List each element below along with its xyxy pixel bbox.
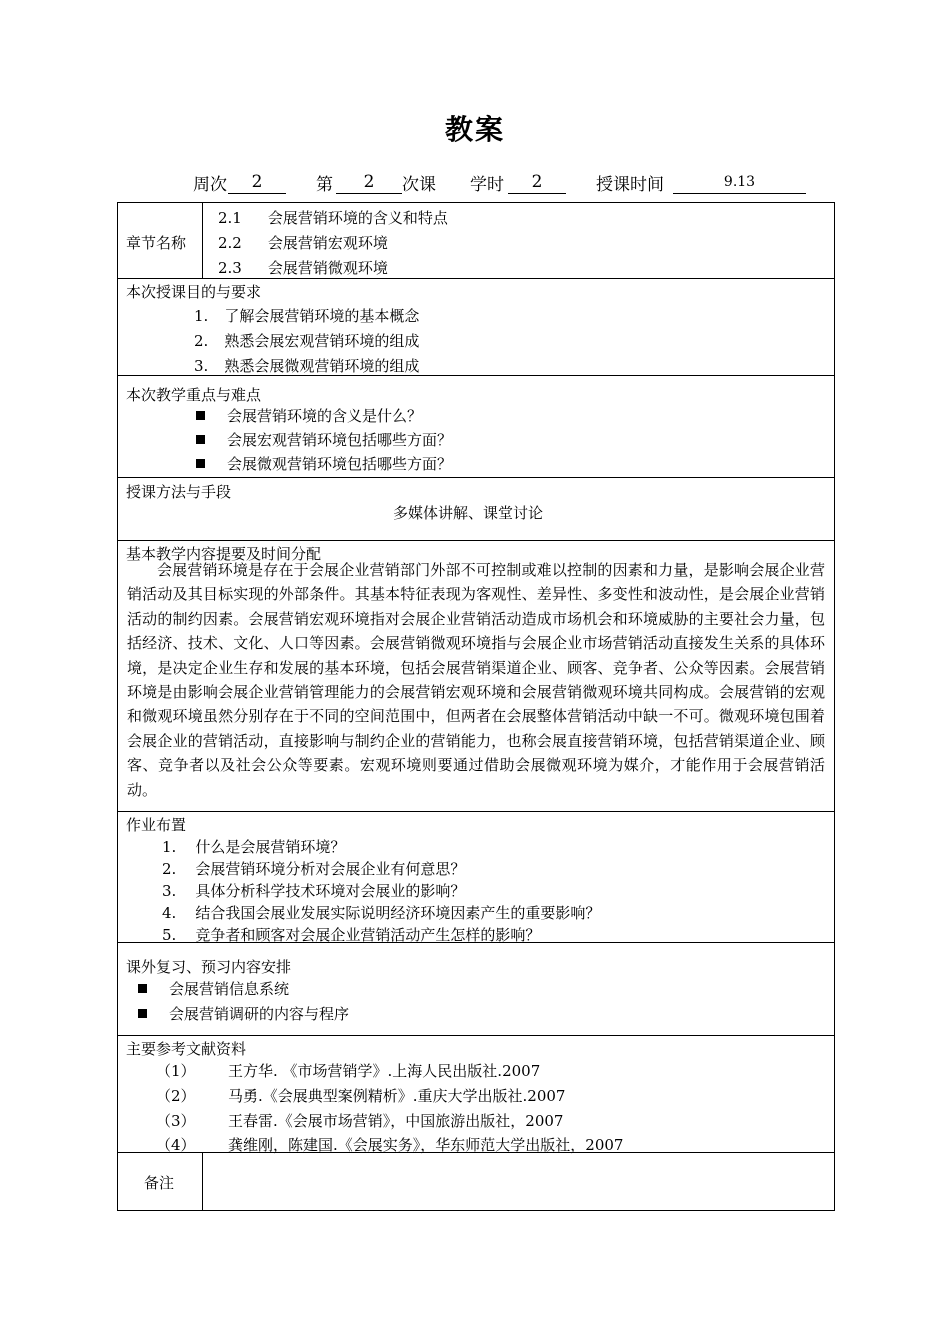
review-label: 课外复习、预习内容安排	[126, 958, 292, 976]
remarks-row	[118, 1153, 834, 1210]
reference-item: （4） 龚维刚，陈建国.《会展实务》，华东师范大学出版社，2007	[156, 1136, 624, 1154]
time-label: 授课时间	[596, 175, 664, 195]
reference-item: （2） 马勇.《会展典型案例精析》.重庆大学出版社.2007	[156, 1087, 566, 1105]
remarks-label: 备注	[144, 1174, 175, 1192]
week-label: 周次	[193, 175, 227, 195]
time-value: 9.13	[673, 171, 806, 194]
square-bullet-icon	[138, 984, 147, 993]
chapter-item: 2.2 会展营销宏观环境	[218, 234, 388, 252]
methods-row	[118, 478, 834, 541]
page-title: 教案	[444, 113, 505, 146]
nth-value: 2	[336, 171, 402, 194]
chapter-divider	[202, 203, 203, 278]
square-bullet-icon	[138, 1009, 147, 1018]
review-item: 会展营销调研的内容与程序	[138, 1003, 349, 1024]
objectives-row	[118, 279, 834, 376]
lesson-plan-table	[117, 202, 835, 1211]
review-item: 会展营销信息系统	[138, 978, 289, 999]
keypoint-item: 会展营销环境的含义是什么？	[196, 405, 422, 426]
reference-item: （3） 王春雷.《会展市场营销》，中国旅游出版社，2007	[156, 1112, 564, 1130]
chapter-label: 章节名称	[126, 234, 187, 252]
nth-suffix: 次课	[402, 175, 436, 195]
keypoint-item: 会展微观营销环境包括哪些方面？	[196, 453, 452, 474]
keypoint-item: 会展宏观营销环境包括哪些方面？	[196, 429, 452, 450]
objectives-label: 本次授课目的与要求	[126, 283, 262, 301]
reference-item: （1） 王方华. 《市场营销学》.上海人民出版社.2007	[156, 1062, 541, 1080]
chapter-row	[118, 203, 834, 279]
square-bullet-icon	[196, 459, 205, 468]
square-bullet-icon	[196, 411, 205, 420]
keypoints-label: 本次教学重点与难点	[126, 386, 262, 404]
square-bullet-icon	[196, 435, 205, 444]
objective-item: 3. 熟悉会展微观营销环境的组成	[194, 357, 420, 375]
homework-item: 5. 竞争者和顾客对会展企业营销活动产生怎样的影响？	[162, 926, 541, 944]
content-label: 基本教学内容提要及时间分配	[126, 545, 322, 563]
nth-prefix: 第	[316, 175, 333, 195]
lesson-meta	[0, 170, 950, 196]
methods-label: 授课方法与手段	[126, 483, 232, 501]
chapter-item: 2.3 会展营销微观环境	[218, 259, 388, 277]
homework-row	[118, 812, 834, 943]
homework-item: 2. 会展营销环境分析对会展企业有何意思？	[162, 860, 466, 878]
hours-label: 学时	[470, 175, 504, 195]
homework-item: 4. 结合我国会展业发展实际说明经济环境因素产生的重要影响？	[162, 904, 601, 922]
review-row	[118, 943, 834, 1036]
hours-value: 2	[508, 171, 566, 194]
methods-text: 多媒体讲解、课堂讨论	[393, 504, 544, 522]
objective-item: 1. 了解会展营销环境的基本概念	[194, 307, 420, 325]
objective-item: 2. 熟悉会展宏观营销环境的组成	[194, 332, 420, 350]
homework-item: 1. 什么是会展营销环境？	[162, 838, 346, 856]
chapter-item: 2.1 会展营销环境的含义和特点	[218, 209, 448, 227]
remarks-divider	[202, 1153, 203, 1210]
references-row	[118, 1036, 834, 1153]
week-value: 2	[228, 171, 286, 194]
keypoints-row	[118, 376, 834, 478]
content-row	[118, 541, 834, 812]
homework-item: 3. 具体分析科学技术环境对会展业的影响？	[162, 882, 466, 900]
references-label: 主要参考文献资料	[126, 1040, 247, 1058]
content-paragraph: 会展营销环境是存在于会展企业营销部门外部不可控制或难以控制的因素和力量，是影响会展企业营销活动及其目标实现的外部条件。其基本特征表现为客观性、差异性、多变性和波动性，是会展企业营销活动的制约因素。会展营销宏观环境指对会展企业营销活动造成市场机会和环境威胁的主要社会力量，包括经济、技术、文化、人口等因素。会展营销微观环境指与会展企业市场营销活动直接发生关系的具体环境，是决定企业生存和发展的基本环境，包括会展营销渠道企业、顾客、竞争者、公众等因素。会展营销环境是由影响会展企业营销管理能力的会展营销宏观环境和会展营销微观环境共同构成。会展营销的宏观和微观环境虽然分别存在于不同的空间范围中，但两者在会展整体营销活动中缺一不可。微观环境包围着会展企业的营销活动，直接影响与制约企业的营销能力，也称会展直接营销环境，包括营销渠道企业、顾客、竞争者以及社会公众等要素。宏观环境则要通过借助会展微观环境为媒介，才能作用于会展营销活动。	[127, 561, 825, 799]
homework-label: 作业布置	[126, 816, 187, 834]
